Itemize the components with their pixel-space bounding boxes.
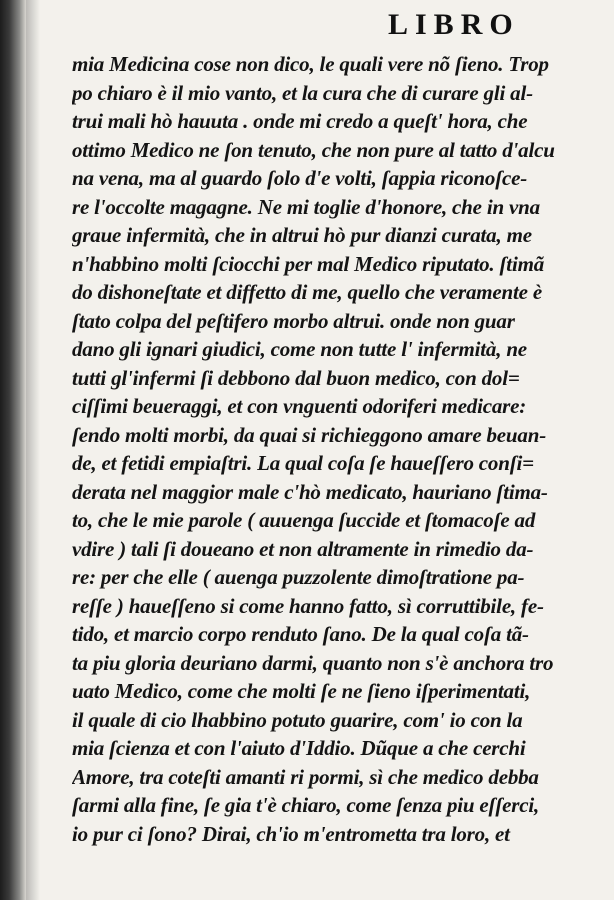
text-line: po chiaro è il mio vanto, et la cura che di curare gli al- (72, 80, 533, 105)
text-line: ſarmi alla fine, ſe gia t'è chiaro, come ſenza piu eſſerci, (72, 793, 540, 817)
text-line: ottimo Medico ne ſon tenuto, che non pure al tatto d'alcu (72, 137, 555, 162)
text-line: tutti gl'infermi ſi debbono dal buon medico, con dol= (72, 365, 520, 390)
text-line: mia ſcienza et con l'aiuto d'Iddio. Dũque a che cerchi (72, 736, 526, 760)
text-line: il quale di cio lhabbino potuto guarire, com' io con la (72, 707, 523, 732)
text-line: re l'occolte magagne. Ne mi toglie d'honore, che in vna (72, 194, 540, 219)
text-line: na vena, ma al guardo ſolo d'e volti, ſappia riconoſce- (72, 166, 528, 190)
text-line: graue infermità, che in altrui hò pur dianzi curata, me (72, 223, 532, 247)
gutter-fade (26, 0, 40, 900)
text-line: ciſſimi beueraggi, et con vnguenti odoriferi medicare: (72, 394, 527, 418)
text-line: derata nel maggior male c'hò medicato, hauriano ſtima- (72, 479, 548, 504)
text-line: de, et fetidi empiaſtri. La qual coſa ſe haueſſero conſi= (72, 451, 534, 475)
text-line: trui mali hò hauuta . onde mi credo a queſt' hora, che (72, 109, 528, 133)
body-text (72, 50, 612, 848)
text-line: ſendo molti morbi, da quai si richieggono amare beuan- (72, 422, 546, 447)
text-line: re: per che elle ( auenga puzzolente dimoſtratione pa- (72, 565, 525, 589)
book-page (40, 0, 614, 900)
text-line: to, che le mie parole ( auuenga ſuccide et ſtomacoſe ad (72, 508, 536, 532)
text-line: n'habbino molti ſciocchi per mal Medico riputato. ſtimã (72, 251, 545, 276)
text-line: mia Medicina cose non dico, le quali vere nõ ſieno. Trop (72, 52, 549, 76)
text-line: ta piu gloria deuriano darmi, quanto non s'è anchora tro (72, 650, 554, 675)
book-gutter-shadow (0, 0, 26, 900)
text-line: dano gli ignari giudici, come non tutte l' infermità, ne (72, 337, 527, 361)
text-line: io pur ci ſono? Dirai, ch'io m'entrometta tra loro, et (72, 821, 510, 846)
text-line: do dishoneſtate et diffetto di me, quello che veramente è (72, 280, 542, 304)
text-line: Amore, tra coteſti amanti ri pormi, sì che medico debba (72, 764, 539, 789)
text-line: vdire ) tali ſi doueano et non altramente in rimedio da- (72, 536, 534, 561)
text-line: uato Medico, come che molti ſe ne ſieno iſperimentati, (72, 679, 531, 703)
running-header: LIBRO (388, 8, 520, 41)
text-line: ſtato colpa del peſtifero morbo altrui. onde non guar (72, 308, 515, 333)
text-line: tido, et marcio corpo renduto ſano. De la qual coſa tã- (72, 622, 529, 646)
text-line: reſſe ) haueſſeno si come hanno fatto, sì corruttibile, fe- (72, 593, 544, 618)
